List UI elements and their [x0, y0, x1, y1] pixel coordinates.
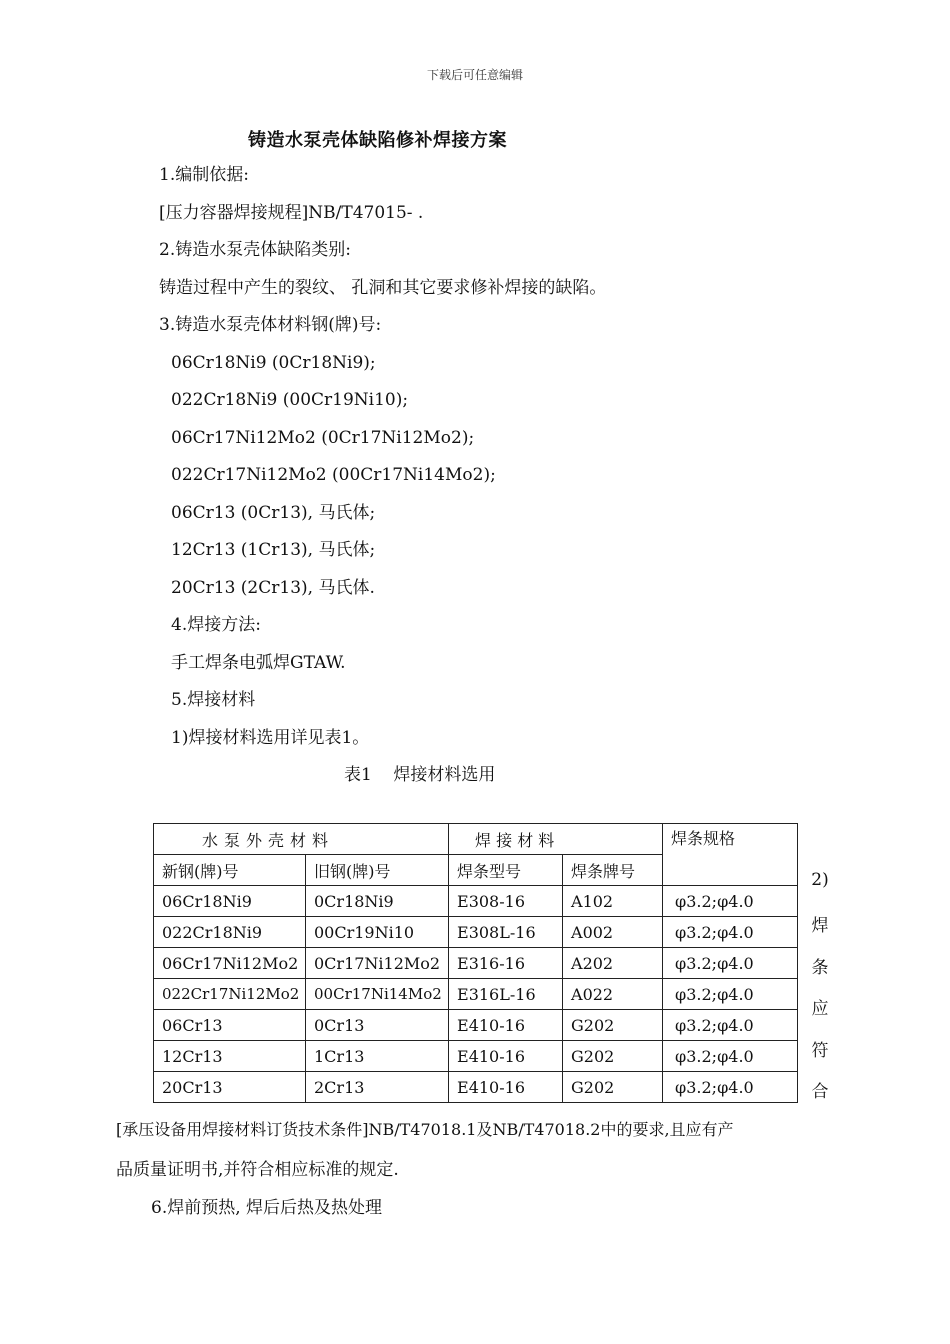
- table-cell: E410-16: [449, 1072, 563, 1103]
- table-row: [154, 1072, 798, 1103]
- section-heading: 1.编制依据:: [159, 165, 249, 185]
- table-cell: 0Cr18Ni9: [306, 886, 449, 917]
- material-item: 06Cr18Ni9 (0Cr18Ni9);: [171, 353, 376, 373]
- table-group-header: 焊 接 材 料: [449, 824, 663, 855]
- table-cell: 2Cr13: [306, 1072, 449, 1103]
- table-header-row: [154, 824, 798, 855]
- section-heading: 3.铸造水泵壳体材料钢(牌)号:: [159, 315, 382, 335]
- table-row: [154, 1041, 798, 1072]
- material-item: 20Cr13 (2Cr13), 马氏体.: [171, 578, 375, 598]
- table-cell: G202: [563, 1041, 663, 1072]
- table-cell: 1Cr13: [306, 1041, 449, 1072]
- table-column-header: 新钢(牌)号: [154, 855, 306, 886]
- section-heading: 5.焊接材料: [171, 690, 256, 710]
- table-cell: 06Cr13: [154, 1010, 306, 1041]
- table-cell: φ3.2;φ4.0: [663, 1010, 798, 1041]
- table-row: [154, 948, 798, 979]
- table-group-header: 焊条规格: [663, 824, 798, 886]
- welding-materials-table: [153, 823, 798, 1103]
- table-column-header: 焊条牌号: [563, 855, 663, 886]
- table-cell: E308L-16: [449, 917, 563, 948]
- table-cell: 022Cr18Ni9: [154, 917, 306, 948]
- table-cell: A002: [563, 917, 663, 948]
- table-cell: φ3.2;φ4.0: [663, 1041, 798, 1072]
- side-text-char: 条: [811, 958, 829, 978]
- table-cell: 022Cr17Ni12Mo2: [154, 979, 306, 1010]
- paragraph: 品质量证明书,并符合相应标准的规定.: [116, 1160, 399, 1180]
- table-cell: E316-16: [449, 948, 563, 979]
- section-heading: 4.焊接方法:: [171, 615, 261, 635]
- material-item: 022Cr17Ni12Mo2 (00Cr17Ni14Mo2);: [171, 465, 496, 485]
- table-cell: G202: [563, 1010, 663, 1041]
- table-cell: φ3.2;φ4.0: [663, 886, 798, 917]
- paragraph: 1)焊接材料选用详见表1。: [171, 728, 370, 748]
- paragraph: 铸造过程中产生的裂纹、 孔洞和其它要求修补焊接的缺陷。: [159, 278, 607, 298]
- table-cell: 12Cr13: [154, 1041, 306, 1072]
- table-cell: φ3.2;φ4.0: [663, 917, 798, 948]
- table-cell: φ3.2;φ4.0: [663, 1072, 798, 1103]
- table-cell: E316L-16: [449, 979, 563, 1010]
- table-group-header: 水泵外壳材料: [154, 824, 449, 855]
- table-row: [154, 917, 798, 948]
- paragraph: [承压设备用焊接材料订货技术条件]NB/T47018.1及NB/T47018.2中的要求,且应有产: [116, 1120, 734, 1139]
- table-cell: φ3.2;φ4.0: [663, 948, 798, 979]
- material-item: 022Cr18Ni9 (00Cr19Ni10);: [171, 390, 409, 410]
- document-title: 铸造水泵壳体缺陷修补焊接方案: [248, 130, 507, 151]
- table-cell: 0Cr13: [306, 1010, 449, 1041]
- page-header: 下载后可任意编辑: [426, 68, 523, 82]
- table-cell: A022: [563, 979, 663, 1010]
- table-row: [154, 886, 798, 917]
- table-cell: E410-16: [449, 1010, 563, 1041]
- material-item: 12Cr13 (1Cr13), 马氏体;: [171, 540, 376, 560]
- side-text-char: 2): [811, 870, 829, 890]
- material-item: 06Cr17Ni12Mo2 (0Cr17Ni12Mo2);: [171, 428, 475, 448]
- table-cell: A102: [563, 886, 663, 917]
- table-cell: A202: [563, 948, 663, 979]
- paragraph: [压力容器焊接规程]NB/T47015- .: [159, 203, 424, 223]
- section-heading: 6.焊前预热, 焊后后热及热处理: [151, 1198, 383, 1218]
- paragraph: 手工焊条电弧焊GTAW.: [171, 653, 346, 673]
- table-cell: 06Cr18Ni9: [154, 886, 306, 917]
- table-cell: 20Cr13: [154, 1072, 306, 1103]
- table-cell: G202: [563, 1072, 663, 1103]
- side-text-char: 焊: [811, 916, 829, 936]
- table-column-header: 焊条型号: [449, 855, 563, 886]
- table-row: [154, 979, 798, 1010]
- table-cell: E308-16: [449, 886, 563, 917]
- side-text-char: 合: [811, 1082, 829, 1102]
- material-item: 06Cr13 (0Cr13), 马氏体;: [171, 503, 376, 523]
- section-heading: 2.铸造水泵壳体缺陷类别:: [159, 240, 351, 260]
- side-text-char: 应: [811, 999, 829, 1019]
- table-cell: 00Cr19Ni10: [306, 917, 449, 948]
- table-cell: φ3.2;φ4.0: [663, 979, 798, 1010]
- table-cell: 0Cr17Ni12Mo2: [306, 948, 449, 979]
- table-caption: 表1 焊接材料选用: [344, 765, 496, 785]
- table-cell: 06Cr17Ni12Mo2: [154, 948, 306, 979]
- table-cell: E410-16: [449, 1041, 563, 1072]
- table-column-header: 旧钢(牌)号: [306, 855, 449, 886]
- side-text-char: 符: [811, 1041, 829, 1061]
- table-row: [154, 1010, 798, 1041]
- table-cell: 00Cr17Ni14Mo2: [306, 979, 449, 1010]
